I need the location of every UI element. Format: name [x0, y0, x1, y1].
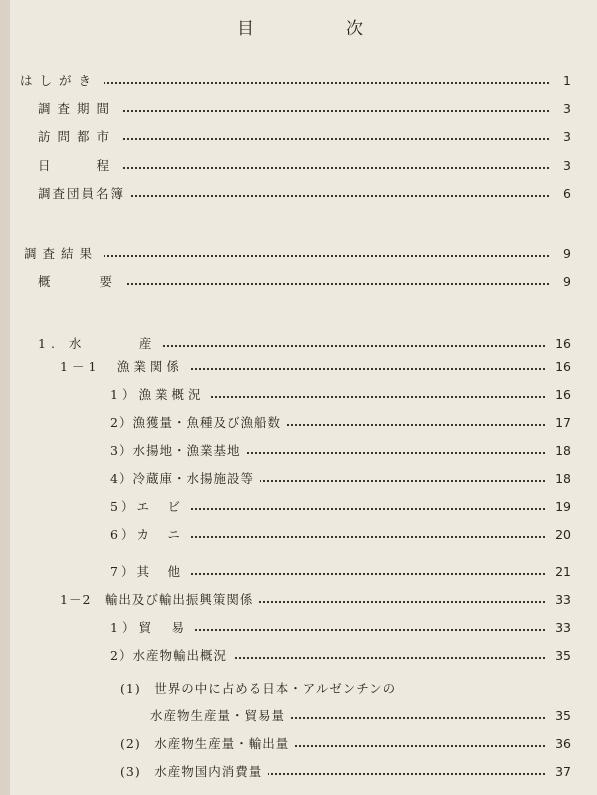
toc-label: 調査結果 — [24, 243, 104, 265]
toc-entry — [120, 761, 571, 783]
toc-label: 1－2 輸出及び輸出振興策関係 — [60, 589, 259, 611]
toc-label: 調査期間 — [38, 98, 122, 120]
toc-label: 概 要 — [38, 271, 126, 293]
toc-entry — [110, 468, 571, 490]
leader-dots — [78, 283, 549, 285]
toc-entry — [38, 183, 571, 205]
toc-label: 日 程 — [38, 155, 122, 177]
toc-label: (1) 世界の中に占める日本・アルゼンチンの — [120, 678, 402, 700]
toc-label: はしがき — [20, 70, 104, 92]
leader-dots — [64, 255, 549, 257]
toc-page-number: 37 — [551, 761, 571, 783]
toc-page-number: 33 — [551, 617, 571, 639]
leader-dots — [170, 573, 545, 575]
toc-entry — [110, 617, 571, 639]
toc-label: 訪問都市 — [38, 126, 122, 148]
toc-page-number: 18 — [551, 468, 571, 490]
toc-label: 1. 水 産 — [38, 333, 162, 355]
toc-entry — [120, 678, 571, 700]
toc-page-number: 3 — [559, 155, 571, 177]
toc-label: 1）漁業概況 — [110, 384, 210, 406]
toc-page-number: 20 — [551, 524, 571, 546]
toc-page-number: 6 — [559, 183, 571, 205]
toc-label: (2) 水産物生産量・輸出量 — [120, 733, 295, 755]
toc-label: 水産物生産量・貿易量 — [150, 705, 291, 727]
toc-page-number: 9 — [559, 243, 571, 265]
toc-page-number: 21 — [551, 561, 571, 583]
toc-entry — [38, 333, 571, 355]
page-edge — [0, 0, 10, 795]
toc-label: (3) 水産物国内消費量 — [120, 761, 268, 783]
toc-entry — [110, 384, 571, 406]
toc-entry — [20, 70, 571, 92]
leader-dots — [78, 138, 549, 140]
toc-page-number: 1 — [559, 70, 571, 92]
toc-label: 7）其 他 — [110, 561, 189, 583]
toc-page-number: 3 — [559, 98, 571, 120]
toc-entry — [38, 271, 571, 293]
toc-entry — [110, 412, 571, 434]
toc-label: 5）エ ビ — [110, 496, 189, 518]
toc-entry — [120, 733, 571, 755]
toc-page-number: 16 — [551, 333, 571, 355]
toc-entry — [110, 524, 571, 546]
leader-dots — [170, 396, 545, 398]
leader-dots — [60, 82, 549, 84]
toc-entry — [60, 589, 571, 611]
toc-page-number: 33 — [551, 589, 571, 611]
toc-entry — [60, 356, 571, 378]
toc-entry — [38, 155, 571, 177]
toc-page-number: 36 — [551, 733, 571, 755]
toc-entry — [110, 645, 571, 667]
toc-label: 4）冷蔵庫・水揚施設等 — [110, 468, 260, 490]
leader-dots — [78, 195, 549, 197]
toc-page-number: 9 — [559, 271, 571, 293]
toc-label: 2）水産物輸出概況 — [110, 645, 233, 667]
toc-page-number: 35 — [551, 705, 571, 727]
toc-label: 1－1 漁業関係 — [60, 356, 189, 378]
toc-page-number: 19 — [551, 496, 571, 518]
toc-page-number: 35 — [551, 645, 571, 667]
toc-label: 1）貿 易 — [110, 617, 194, 639]
toc-entry — [110, 496, 571, 518]
toc-label: 3）水揚地・漁業基地 — [110, 440, 246, 462]
toc-label: 調査団員名簿 — [38, 183, 131, 205]
leader-dots — [98, 345, 545, 347]
leader-dots — [170, 508, 545, 510]
leader-dots — [78, 167, 549, 169]
toc-label: 2）漁獲量・魚種及び漁船数 — [110, 412, 287, 434]
toc-entry — [24, 243, 571, 265]
leader-dots — [78, 110, 549, 112]
toc-page-number: 16 — [551, 356, 571, 378]
toc-entry — [110, 561, 571, 583]
leader-dots — [170, 536, 545, 538]
toc-page-number: 16 — [551, 384, 571, 406]
title-char-1: 目 — [237, 19, 256, 39]
toc-page-number: 17 — [551, 412, 571, 434]
toc-entry — [38, 126, 571, 148]
toc-page-number: 18 — [551, 440, 571, 462]
toc-entry — [110, 440, 571, 462]
leader-dots — [170, 629, 545, 631]
title-char-2: 次 — [346, 19, 365, 39]
toc-page-number: 3 — [559, 126, 571, 148]
toc-entry — [38, 98, 571, 120]
toc-entry — [150, 705, 571, 727]
toc-label: 6）カ ニ — [110, 524, 189, 546]
